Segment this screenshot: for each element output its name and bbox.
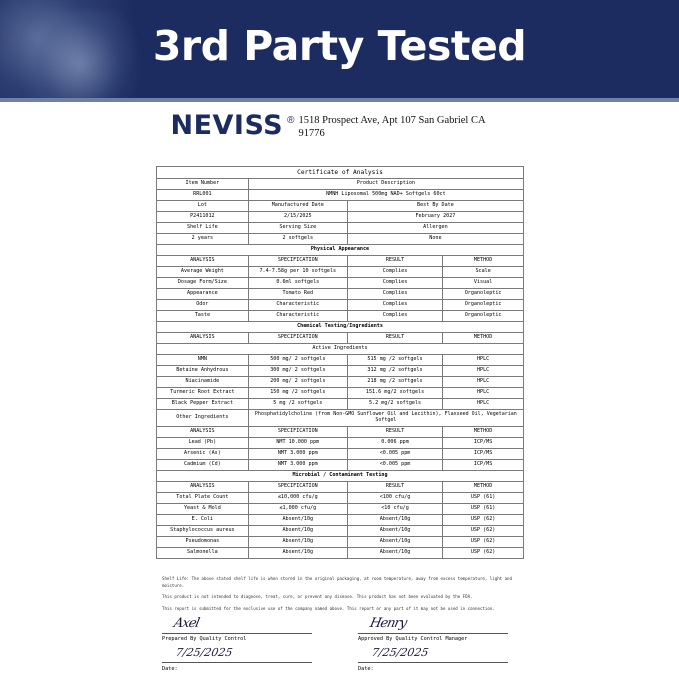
section-microbial-testing: Microbial / Contaminant Testing	[157, 470, 524, 481]
ingredient-name: Black Pepper Extract	[157, 399, 249, 410]
section-chemical-testing: Chemical Testing/Ingredients	[157, 322, 524, 333]
microbial-spec: Absent/10g	[248, 525, 347, 536]
ingredient-spec: 300 mg/ 2 softgels	[248, 366, 347, 377]
approved-by-label: Approved By Quality Control Manager	[358, 635, 468, 642]
shelf-life-label: Shelf Life	[157, 223, 249, 234]
metal-spec: NMT 10.000 ppm	[248, 437, 347, 448]
table-row	[157, 366, 524, 377]
item-number-label: Item Number	[157, 179, 249, 190]
product-description-header: Product Description	[248, 179, 523, 190]
analysis-method: Organoleptic	[443, 300, 524, 311]
best-by-date-label: Best By Date	[347, 201, 523, 212]
table-row	[157, 377, 524, 388]
table-row	[157, 355, 524, 366]
table-row	[157, 289, 524, 300]
brand-row	[0, 102, 679, 154]
microbial-result: Absent/10g	[347, 525, 442, 536]
table-row	[157, 437, 524, 448]
ingredient-name: NMN	[157, 355, 249, 366]
analysis-name: Dosage Form/Size	[157, 278, 249, 289]
prepared-by-date-signature: 7/25/2025	[174, 645, 234, 659]
microbial-spec: Absent/10g	[248, 536, 347, 547]
table-row	[157, 470, 524, 481]
best-by-date-value: February 2027	[347, 212, 523, 223]
shelf-life-value: 2 years	[157, 234, 249, 245]
analysis-result: Complies	[347, 267, 442, 278]
prepared-by-column	[162, 614, 322, 672]
ingredient-spec: 5 mg /2 softgels	[248, 399, 347, 410]
ingredient-method: HPLC	[443, 388, 524, 399]
metal-method: ICP/MS	[443, 437, 524, 448]
manufactured-date-value: 2/15/2025	[248, 212, 347, 223]
column-header-specification: SPECIFICATION	[248, 481, 347, 492]
column-header-analysis: ANALYSIS	[157, 481, 249, 492]
registered-mark-icon: ®	[287, 115, 295, 126]
ingredient-spec: 200 mg/ 2 softgels	[248, 377, 347, 388]
table-row	[157, 536, 524, 547]
column-header-result: RESULT	[347, 426, 442, 437]
prepared-by-signature: Axel	[172, 616, 201, 631]
table-row	[157, 388, 524, 399]
table-row	[157, 503, 524, 514]
analysis-name: Appearance	[157, 289, 249, 300]
analysis-spec: 0.6ml softgels	[248, 278, 347, 289]
microbial-result: <10 cfu/g	[347, 503, 442, 514]
metal-name: Cadmium (Cd)	[157, 459, 249, 470]
microbial-name: Yeast & Mold	[157, 503, 249, 514]
ingredient-method: HPLC	[443, 377, 524, 388]
table-row	[157, 514, 524, 525]
analysis-result: Complies	[347, 278, 442, 289]
microbial-result: Absent/10g	[347, 536, 442, 547]
table-row	[157, 525, 524, 536]
ingredient-method: HPLC	[443, 355, 524, 366]
table-row	[157, 333, 524, 344]
microbial-method: USP (61)	[443, 492, 524, 503]
column-header-analysis: ANALYSIS	[157, 426, 249, 437]
ingredient-spec: 500 mg/ 2 softgels	[248, 355, 347, 366]
column-header-result: RESULT	[347, 333, 442, 344]
column-header-result: RESULT	[347, 256, 442, 267]
ingredient-result: 312 mg /2 softgels	[347, 366, 442, 377]
analysis-spec: Tomato Red	[248, 289, 347, 300]
microbial-name: Salmonella	[157, 547, 249, 558]
table-row	[157, 448, 524, 459]
column-header-method: METHOD	[443, 481, 524, 492]
microbial-method: USP (61)	[443, 503, 524, 514]
page-banner	[0, 0, 679, 102]
analysis-spec: Characteristic	[248, 300, 347, 311]
microbial-spec: Absent/10g	[248, 514, 347, 525]
other-ingredients-label: Other Ingredients	[157, 410, 249, 427]
microbial-name: E. Coli	[157, 514, 249, 525]
serving-size-label: Serving Size	[248, 223, 347, 234]
analysis-name: Average Weight	[157, 267, 249, 278]
table-row	[157, 179, 524, 190]
lot-label: Lot	[157, 201, 249, 212]
metal-method: ICP/MS	[443, 459, 524, 470]
analysis-spec: Characteristic	[248, 311, 347, 322]
table-row	[157, 167, 524, 179]
microbial-result: Absent/10g	[347, 547, 442, 558]
metal-result: 0.006 ppm	[347, 437, 442, 448]
fda-disclaimer: This product is not intended to diagnose, treat, cure, or prevent any disease. This product has not been evaluated by the FDA.	[162, 594, 473, 600]
ingredient-spec: 150 mg /2 softgels	[248, 388, 347, 399]
page-title: 3rd Party Tested	[152, 22, 527, 70]
analysis-spec: 7.4-7.58g per 10 softgels	[248, 267, 347, 278]
table-row	[157, 481, 524, 492]
approved-by-column	[358, 614, 518, 672]
table-row	[157, 256, 524, 267]
ingredient-method: HPLC	[443, 399, 524, 410]
table-row	[157, 311, 524, 322]
metal-spec: NMT 3.000 ppm	[248, 448, 347, 459]
analysis-method: Visual	[443, 278, 524, 289]
analysis-result: Complies	[347, 300, 442, 311]
column-header-method: METHOD	[443, 256, 524, 267]
table-row	[157, 547, 524, 558]
column-header-analysis: ANALYSIS	[157, 256, 249, 267]
ingredient-result: 5.2 mg/2 softgels	[347, 399, 442, 410]
analysis-method: Scale	[443, 267, 524, 278]
microbial-name: Staphylococcus aureus	[157, 525, 249, 536]
approved-by-date-label: Date:	[358, 666, 374, 672]
table-row	[157, 212, 524, 223]
brand-logo-text: NEVISS	[170, 110, 284, 141]
prepared-by-date-label: Date:	[162, 666, 178, 672]
analysis-name: Taste	[157, 311, 249, 322]
ingredient-method: HPLC	[443, 366, 524, 377]
microbial-result: Absent/10g	[347, 514, 442, 525]
column-header-method: METHOD	[443, 333, 524, 344]
footnotes	[162, 576, 522, 617]
column-header-specification: SPECIFICATION	[248, 256, 347, 267]
metal-name: Lead (Pb)	[157, 437, 249, 448]
microbial-name: Pseudomonas	[157, 536, 249, 547]
table-row	[157, 278, 524, 289]
serving-size-value: 2 softgels	[248, 234, 347, 245]
signature-block	[162, 614, 522, 672]
table-row	[157, 234, 524, 245]
ingredient-result: 218 mg /2 softgels	[347, 377, 442, 388]
metal-result: <0.005 ppm	[347, 459, 442, 470]
column-header-specification: SPECIFICATION	[248, 426, 347, 437]
ingredient-result: 151.6 mg/2 softgels	[347, 388, 442, 399]
prepared-by-label: Prepared By Quality Control	[162, 635, 247, 642]
allergen-value: None	[347, 234, 523, 245]
analysis-method: Organoleptic	[443, 289, 524, 300]
shelf-life-note: Shelf Life: The above stated shelf life is when stored in the original packaging, at room temperature, away from excess temperature, light and moisture.	[162, 576, 512, 588]
table-row	[157, 426, 524, 437]
table-row	[157, 190, 524, 201]
table-row	[157, 492, 524, 503]
table-row	[157, 245, 524, 256]
metal-method: ICP/MS	[443, 448, 524, 459]
table-row	[157, 459, 524, 470]
table-row	[157, 322, 524, 333]
column-header-specification: SPECIFICATION	[248, 333, 347, 344]
microbial-method: USP (62)	[443, 514, 524, 525]
microbial-method: USP (62)	[443, 525, 524, 536]
confidentiality-note: This report is submitted for the exclusive use of the company named above. This report or any part of it may not be used in connection.	[162, 605, 495, 611]
manufactured-date-label: Manufactured Date	[248, 201, 347, 212]
microbial-spec: ≤10,000 cfu/g	[248, 492, 347, 503]
analysis-result: Complies	[347, 311, 442, 322]
column-header-method: METHOD	[443, 426, 524, 437]
metal-result: <0.005 ppm	[347, 448, 442, 459]
coa-title: Certificate of Analysis	[157, 167, 524, 179]
section-physical-appearance: Physical Appearance	[157, 245, 524, 256]
analysis-name: Odor	[157, 300, 249, 311]
microbial-spec: Absent/10g	[248, 547, 347, 558]
table-row	[157, 201, 524, 212]
approved-by-signature: Henry	[368, 616, 408, 631]
table-row	[157, 223, 524, 234]
ingredient-name: Betaine Anhydrous	[157, 366, 249, 377]
coa-table	[156, 166, 524, 559]
allergen-label: Allergen	[347, 223, 523, 234]
other-ingredients-value: Phosphatidylcholine (from Non-GMO Sunflower Oil and Lecithin), Flaxseed Oil, Vegetarian Softgel	[248, 410, 523, 427]
product-description-value: NMNH Liposomal 500mg NAD+ Softgels 60ct	[248, 190, 523, 201]
active-ingredients-label: Active Ingredients	[157, 344, 524, 355]
microbial-method: USP (62)	[443, 547, 524, 558]
microbial-name: Total Plate Count	[157, 492, 249, 503]
microbial-spec: ≤1,000 cfu/g	[248, 503, 347, 514]
certificate-of-analysis	[156, 166, 524, 559]
table-row	[157, 300, 524, 311]
metal-name: Arsenic (As)	[157, 448, 249, 459]
table-row	[157, 410, 524, 427]
analysis-method: Organoleptic	[443, 311, 524, 322]
ingredient-name: Niacinamide	[157, 377, 249, 388]
analysis-result: Complies	[347, 289, 442, 300]
column-header-result: RESULT	[347, 481, 442, 492]
table-row	[157, 344, 524, 355]
company-address: 1518 Prospect Ave, Apt 107 San Gabriel CA 91776	[298, 115, 485, 140]
table-row	[157, 399, 524, 410]
table-row	[157, 267, 524, 278]
ingredient-result: 515 mg /2 softgels	[347, 355, 442, 366]
column-header-analysis: ANALYSIS	[157, 333, 249, 344]
lot-value: P2411012	[157, 212, 249, 223]
microbial-result: <100 cfu/g	[347, 492, 442, 503]
item-number-value: RRL001	[157, 190, 249, 201]
microbial-method: USP (62)	[443, 536, 524, 547]
approved-by-date-signature: 7/25/2025	[370, 645, 430, 659]
metal-spec: NMT 3.000 ppm	[248, 459, 347, 470]
ingredient-name: Turmeric Root Extract	[157, 388, 249, 399]
